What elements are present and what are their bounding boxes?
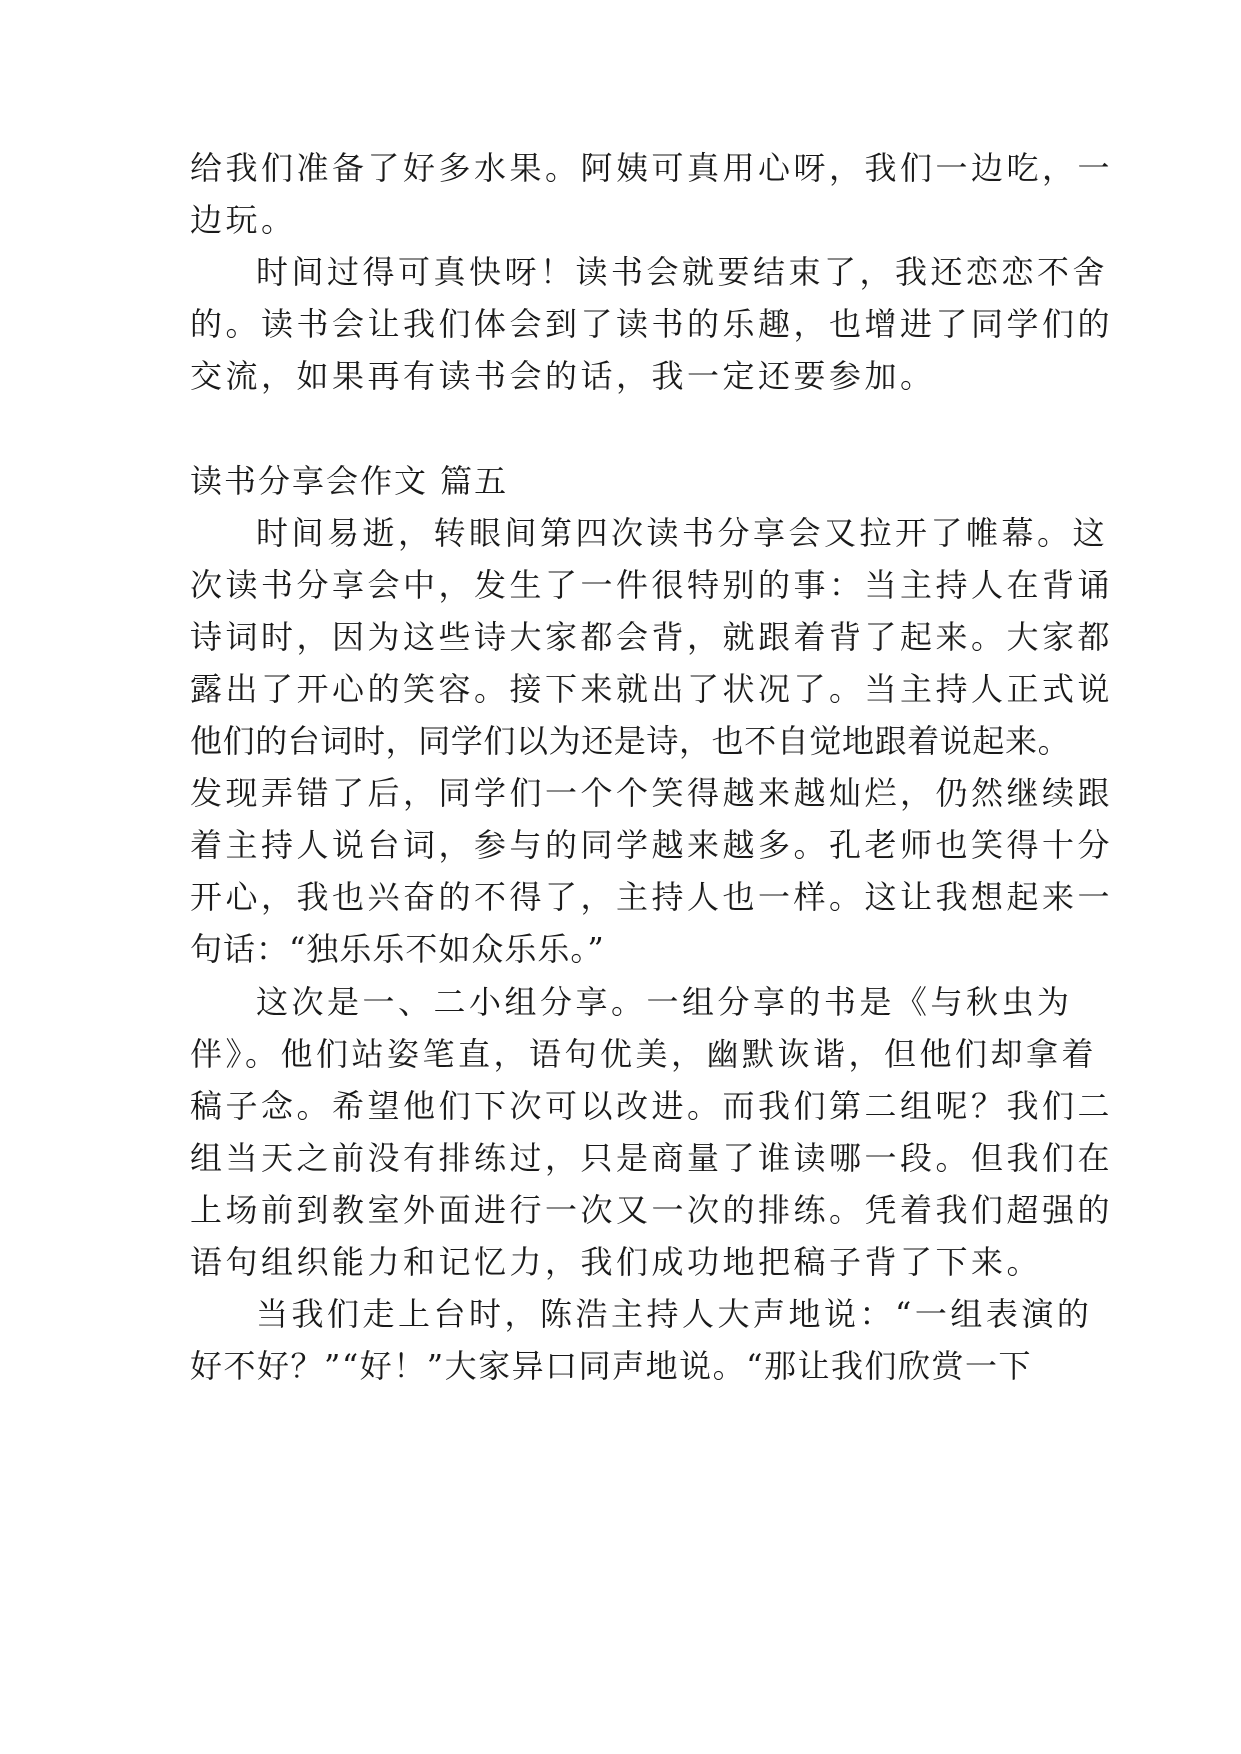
text-line: 好不好？”“好！”大家异口同声地说。“那让我们欣赏一下 [190,1347,1032,1385]
text-line: 露出了开心的笑容。接下来就出了状况了。当主持人正式说 [190,670,1114,708]
text-line: 语句组织能力和记忆力，我们成功地把稿子背了下来。 [190,1243,1043,1281]
text-line: 开心，我也兴奋的不得了，主持人也一样。这让我想起来一 [190,878,1114,916]
text-line: 次读书分享会中，发生了一件很特别的事：当主持人在背诵 [190,566,1114,604]
text-line: 的。读书会让我们体会到了读书的乐趣，也增进了同学们的 [190,305,1114,343]
paragraph-first-line: 时间易逝，转眼间第四次读书分享会又拉开了帷幕。这 [256,514,1109,552]
section-heading: 读书分享会作文 篇五 [190,462,509,500]
text-line: 边玩。 [190,201,297,239]
text-line: 上场前到教室外面进行一次又一次的排练。凭着我们超强的 [190,1191,1114,1229]
text-line: 他们的台词时，同学们以为还是诗，也不自觉地跟着说起来。 [190,722,1071,760]
text-line: 稿子念。希望他们下次可以改进。而我们第二组呢？我们二 [190,1087,1114,1125]
paragraph-first-line: 这次是一、二小组分享。一组分享的书是《与秋虫为 [256,983,1073,1021]
paragraph-first-line: 时间过得可真快呀！读书会就要结束了，我还恋恋不舍 [256,253,1109,291]
text-line: 交流，如果再有读书会的话，我一定还要参加。 [190,357,936,395]
text-line: 给我们准备了好多水果。阿姨可真用心呀，我们一边吃，一 [190,149,1114,187]
text-line: 组当天之前没有排练过，只是商量了谁读哪一段。但我们在 [190,1139,1114,1177]
text-line: 伴》。他们站姿笔直，语句优美，幽默诙谐，但他们却拿着 [190,1035,1098,1073]
text-line: 诗词时，因为这些诗大家都会背，就跟着背了起来。大家都 [190,618,1114,656]
text-line: 句话：“独乐乐不如众乐乐。” [190,930,605,968]
text-line: 发现弄错了后，同学们一个个笑得越来越灿烂，仍然继续跟 [190,774,1114,812]
paragraph-first-line: 当我们走上台时，陈浩主持人大声地说：“一组表演的 [256,1295,1093,1333]
text-line: 着主持人说台词，参与的同学越来越多。孔老师也笑得十分 [190,826,1114,864]
